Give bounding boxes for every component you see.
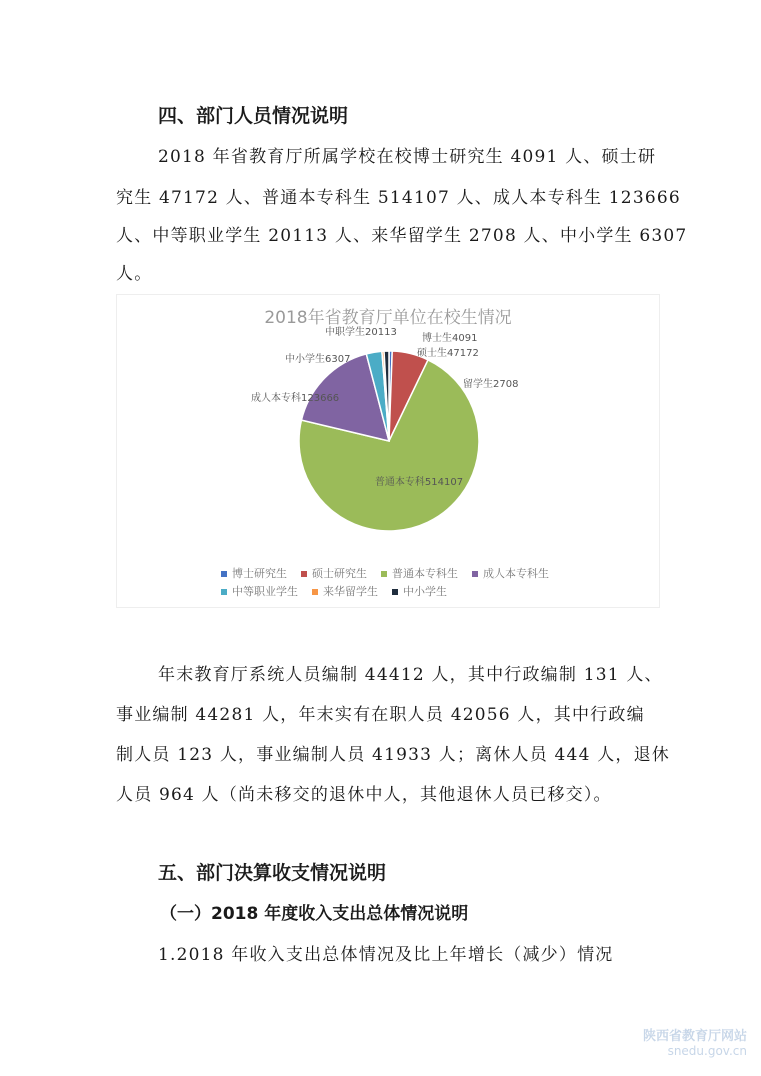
paragraph-line: 究生 47172 人、普通本专科生 514107 人、成人本专科生 123666 <box>116 188 681 208</box>
paragraph-line: 人员 964 人（尚未移交的退休中人，其他退休人员已移交）。 <box>116 785 612 805</box>
legend-label: 中小学生 <box>403 585 447 598</box>
legend-swatch <box>301 571 307 577</box>
legend-row-1 <box>221 565 563 581</box>
legend-item-0 <box>221 567 287 580</box>
legend-row-2 <box>221 583 461 599</box>
pie-data-label-6: 中小学生6307 <box>285 354 351 365</box>
subsection-heading: （一）2018 年度收入支出总体情况说明 <box>160 904 469 924</box>
legend-swatch <box>221 589 227 595</box>
section-heading-finance: 五、部门决算收支情况说明 <box>158 862 387 884</box>
pie-data-label-5: 留学生2708 <box>463 379 519 390</box>
paragraph-line: 人。 <box>116 264 153 284</box>
pie-data-label-3: 成人本专科123666 <box>251 393 340 404</box>
legend-swatch <box>312 589 318 595</box>
pie-data-label-2: 普通本专科514107 <box>374 477 464 488</box>
legend-swatch <box>392 589 398 595</box>
paragraph-line: 人、中等职业学生 20113 人、来华留学生 2708 人、中小学生 6307 <box>116 226 688 246</box>
chart-title: 2018年省教育厅单位在校生情况 <box>264 308 512 328</box>
paragraph-line: 事业编制 44281 人，年末实有在职人员 42056 人，其中行政编 <box>116 705 645 725</box>
legend-swatch <box>472 571 478 577</box>
legend-item-6 <box>392 585 447 598</box>
legend-label: 中等职业学生 <box>232 585 298 598</box>
pie-data-label-1: 硕士生47172 <box>417 348 479 359</box>
legend-label: 成人本专科生 <box>483 567 549 580</box>
site-watermark <box>643 1025 747 1058</box>
legend-swatch <box>381 571 387 577</box>
paragraph-line: 制人员 123 人，事业编制人员 41933 人；离休人员 444 人，退休 <box>116 745 670 765</box>
legend-item-4 <box>221 585 298 598</box>
legend-label: 硕士研究生 <box>312 567 367 580</box>
legend-item-1 <box>301 567 367 580</box>
paragraph-line: 年末教育厅系统人员编制 44412 人，其中行政编制 131 人、 <box>158 665 663 685</box>
pie-chart <box>116 294 660 608</box>
watermark-url: snedu.gov.cn <box>667 1044 747 1058</box>
legend-label: 来华留学生 <box>323 585 378 598</box>
legend-item-2 <box>381 567 458 580</box>
legend-item-5 <box>312 585 378 598</box>
legend-label: 博士研究生 <box>232 567 287 580</box>
legend-swatch <box>221 571 227 577</box>
paragraph-line: 2018 年省教育厅所属学校在校博士研究生 4091 人、硕士研 <box>158 147 657 167</box>
pie-data-label-0: 博士生4091 <box>422 333 478 344</box>
paragraph-line: 1.2018 年收入支出总体情况及比上年增长（减少）情况 <box>158 945 614 965</box>
watermark-name: 陕西省教育厅网站 <box>642 1029 747 1044</box>
pie-chart-svg <box>117 295 659 607</box>
legend-label: 普通本专科生 <box>392 567 458 580</box>
section-heading-personnel: 四、部门人员情况说明 <box>158 105 349 127</box>
legend-item-3 <box>472 567 549 580</box>
pie-data-label-4: 中职学生20113 <box>325 327 397 338</box>
